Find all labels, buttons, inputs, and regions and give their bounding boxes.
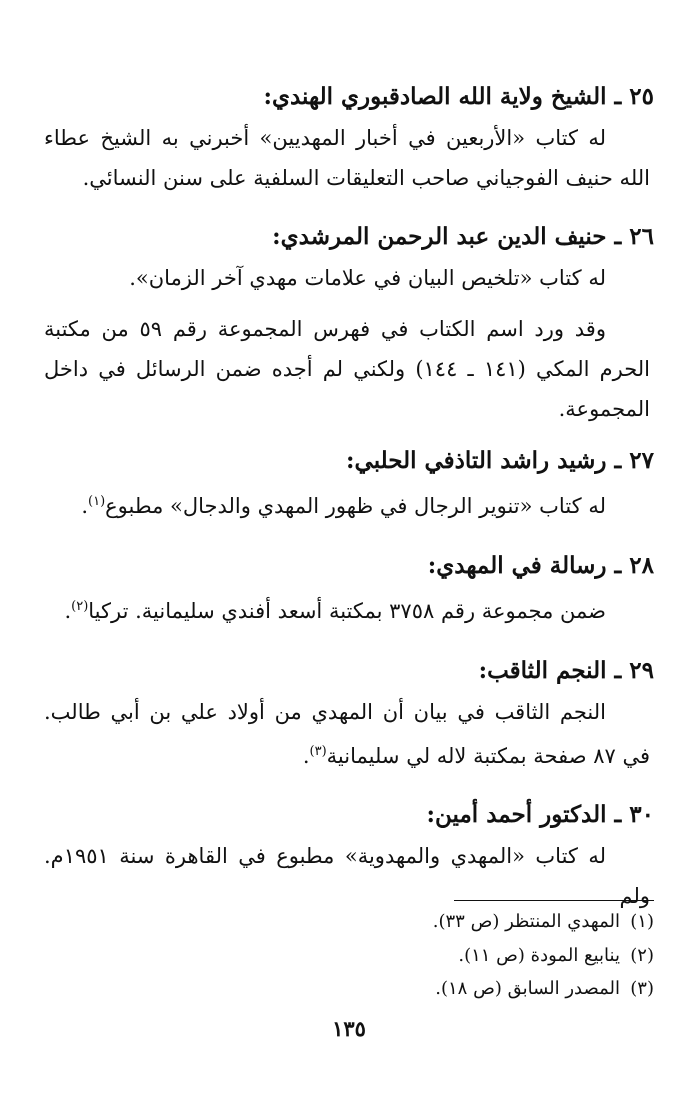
entry-25-paragraph: له كتاب «الأربعين في أخبار المهديين» أخبرني به الشيخ عطاء الله حنيف الفوجياني صاحب التعليقات السلفية على سنن النسائي. <box>44 126 650 190</box>
entry-29-paragraph <box>44 692 650 776</box>
entry-28-text: ضمن مجموعة رقم ٣٧٥٨ بمكتبة أسعد أفندي سليمانية. تركيا <box>88 599 606 623</box>
entry-27-title: ٢٧ ـ رشيد راشد التاذفي الحلبي: <box>346 447 654 474</box>
footnote-2-text: ينابيع المودة (ص ١١). <box>458 945 620 966</box>
footnote-marker-2[interactable]: (٢) <box>71 599 89 614</box>
entry-25-title: ٢٥ ـ الشيخ ولاية الله الصادقبوري الهندي: <box>263 83 654 110</box>
entry-29-tail: . <box>302 744 310 768</box>
entry-28-title: ٢٨ ـ رسالة في المهدي: <box>427 552 654 579</box>
entry-26-title: ٢٦ ـ حنيف الدين عبد الرحمن المرشدي: <box>272 223 654 250</box>
entry-28-tail: . <box>64 599 72 623</box>
footnote-1 <box>44 909 654 935</box>
footnote-1-number: (١) <box>630 911 654 932</box>
page-number: ١٣٥ <box>332 1016 366 1041</box>
footnote-1-text: المهدي المنتظر (ص ٣٣). <box>432 911 620 932</box>
footnote-3 <box>44 976 654 1002</box>
footnote-marker-3[interactable]: (٣) <box>309 744 327 759</box>
entry-29-text: النجم الثاقب في بيان أن المهدي من أولاد علي بن أبي طالب. في ٨٧ صفحة بمكتبة لاله لي سليمانية <box>44 700 650 768</box>
footnote-2-number: (٢) <box>630 945 654 966</box>
entry-26-paragraph-2: وقد ورد اسم الكتاب في فهرس المجموعة رقم ٥٩ من مكتبة الحرم المكي (١٤١ ـ ١٤٤) ولكني لم أجده ضمن الرسائل في داخل المجموعة. <box>44 317 651 421</box>
footnote-divider <box>454 900 654 901</box>
entry-27-text: له كتاب «تنوير الرجال في ظهور المهدي والدجال» مطبوع <box>105 494 606 518</box>
entry-29-title: ٢٩ ـ النجم الثاقب: <box>478 657 654 684</box>
entry-30-title: ٣٠ ـ الدكتور أحمد أمين: <box>426 801 654 828</box>
footnote-3-text: المصدر السابق (ص ١٨). <box>435 978 620 999</box>
entry-30-paragraph: له كتاب «المهدي والمهدوية» مطبوع في القاهرة سنة ١٩٥١م. ولم <box>44 844 650 908</box>
entry-27-tail: . <box>81 494 89 518</box>
entry-28-paragraph <box>44 587 650 631</box>
footnote-marker-1[interactable]: (١) <box>88 494 106 509</box>
entry-26-paragraph-1: له كتاب «تلخيص البيان في علامات مهدي آخر الزمان». <box>129 266 606 290</box>
entry-27-paragraph <box>44 482 650 526</box>
footnote-2 <box>44 943 654 969</box>
footnote-3-number: (٣) <box>630 978 654 999</box>
